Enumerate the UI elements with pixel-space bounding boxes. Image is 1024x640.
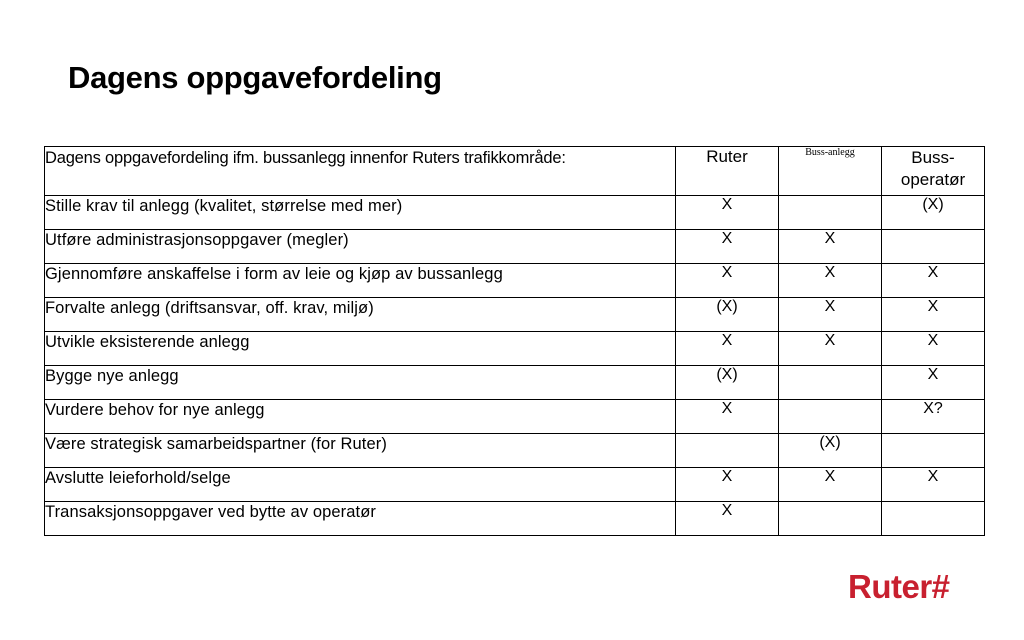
task-cell: Forvalte anlegg (driftsansvar, off. krav, miljø)	[45, 298, 676, 332]
ruter-cell: X	[676, 332, 779, 366]
header-buss-operator: Buss- operatør	[882, 147, 985, 196]
anlegg-cell: X	[779, 230, 882, 264]
anlegg-cell	[779, 366, 882, 400]
ruter-cell: X	[676, 400, 779, 434]
anlegg-cell: X	[779, 298, 882, 332]
ruter-cell: X	[676, 502, 779, 536]
table-header-row	[45, 147, 985, 196]
task-cell: Utvikle eksisterende anlegg	[45, 332, 676, 366]
task-cell: Transaksjonsoppgaver ved bytte av operatør	[45, 502, 676, 536]
table-row	[45, 332, 985, 366]
task-cell: Stille krav til anlegg (kvalitet, størrelse med mer)	[45, 196, 676, 230]
operator-cell: X	[882, 468, 985, 502]
table-row	[45, 434, 985, 468]
header-ruter: Ruter	[676, 147, 779, 196]
table-row	[45, 264, 985, 298]
ruter-cell: X	[676, 196, 779, 230]
ruter-cell: (X)	[676, 298, 779, 332]
table-row	[45, 400, 985, 434]
operator-cell: (X)	[882, 196, 985, 230]
operator-cell: X	[882, 366, 985, 400]
task-cell: Bygge nye anlegg	[45, 366, 676, 400]
task-cell: Avslutte leieforhold/selge	[45, 468, 676, 502]
ruter-cell: (X)	[676, 366, 779, 400]
operator-cell: X?	[882, 400, 985, 434]
anlegg-cell: X	[779, 264, 882, 298]
anlegg-cell	[779, 196, 882, 230]
table-row	[45, 366, 985, 400]
operator-cell: X	[882, 332, 985, 366]
table-row	[45, 468, 985, 502]
operator-cell	[882, 230, 985, 264]
operator-cell: X	[882, 264, 985, 298]
ruter-cell: X	[676, 264, 779, 298]
task-cell: Gjennomføre anskaffelse i form av leie og kjøp av bussanlegg	[45, 264, 676, 298]
table-row	[45, 230, 985, 264]
header-buss-anlegg: Buss-anlegg	[779, 147, 882, 196]
anlegg-cell: X	[779, 468, 882, 502]
table-row	[45, 196, 985, 230]
slide-title: Dagens oppgavefordeling	[68, 60, 442, 95]
ruter-cell: X	[676, 468, 779, 502]
ruter-logo: Ruter#	[848, 568, 950, 605]
header-task: Dagens oppgavefordeling ifm. bussanlegg innenfor Ruters trafikkområde:	[45, 147, 676, 196]
task-cell: Vurdere behov for nye anlegg	[45, 400, 676, 434]
task-cell: Være strategisk samarbeidspartner (for Ruter)	[45, 434, 676, 468]
table-row	[45, 298, 985, 332]
ruter-cell: X	[676, 230, 779, 264]
task-distribution-table	[44, 146, 985, 536]
operator-cell	[882, 502, 985, 536]
ruter-cell	[676, 434, 779, 468]
anlegg-cell: (X)	[779, 434, 882, 468]
anlegg-cell	[779, 502, 882, 536]
operator-cell	[882, 434, 985, 468]
operator-cell: X	[882, 298, 985, 332]
task-cell: Utføre administrasjonsoppgaver (megler)	[45, 230, 676, 264]
table-row	[45, 502, 985, 536]
anlegg-cell	[779, 400, 882, 434]
anlegg-cell: X	[779, 332, 882, 366]
